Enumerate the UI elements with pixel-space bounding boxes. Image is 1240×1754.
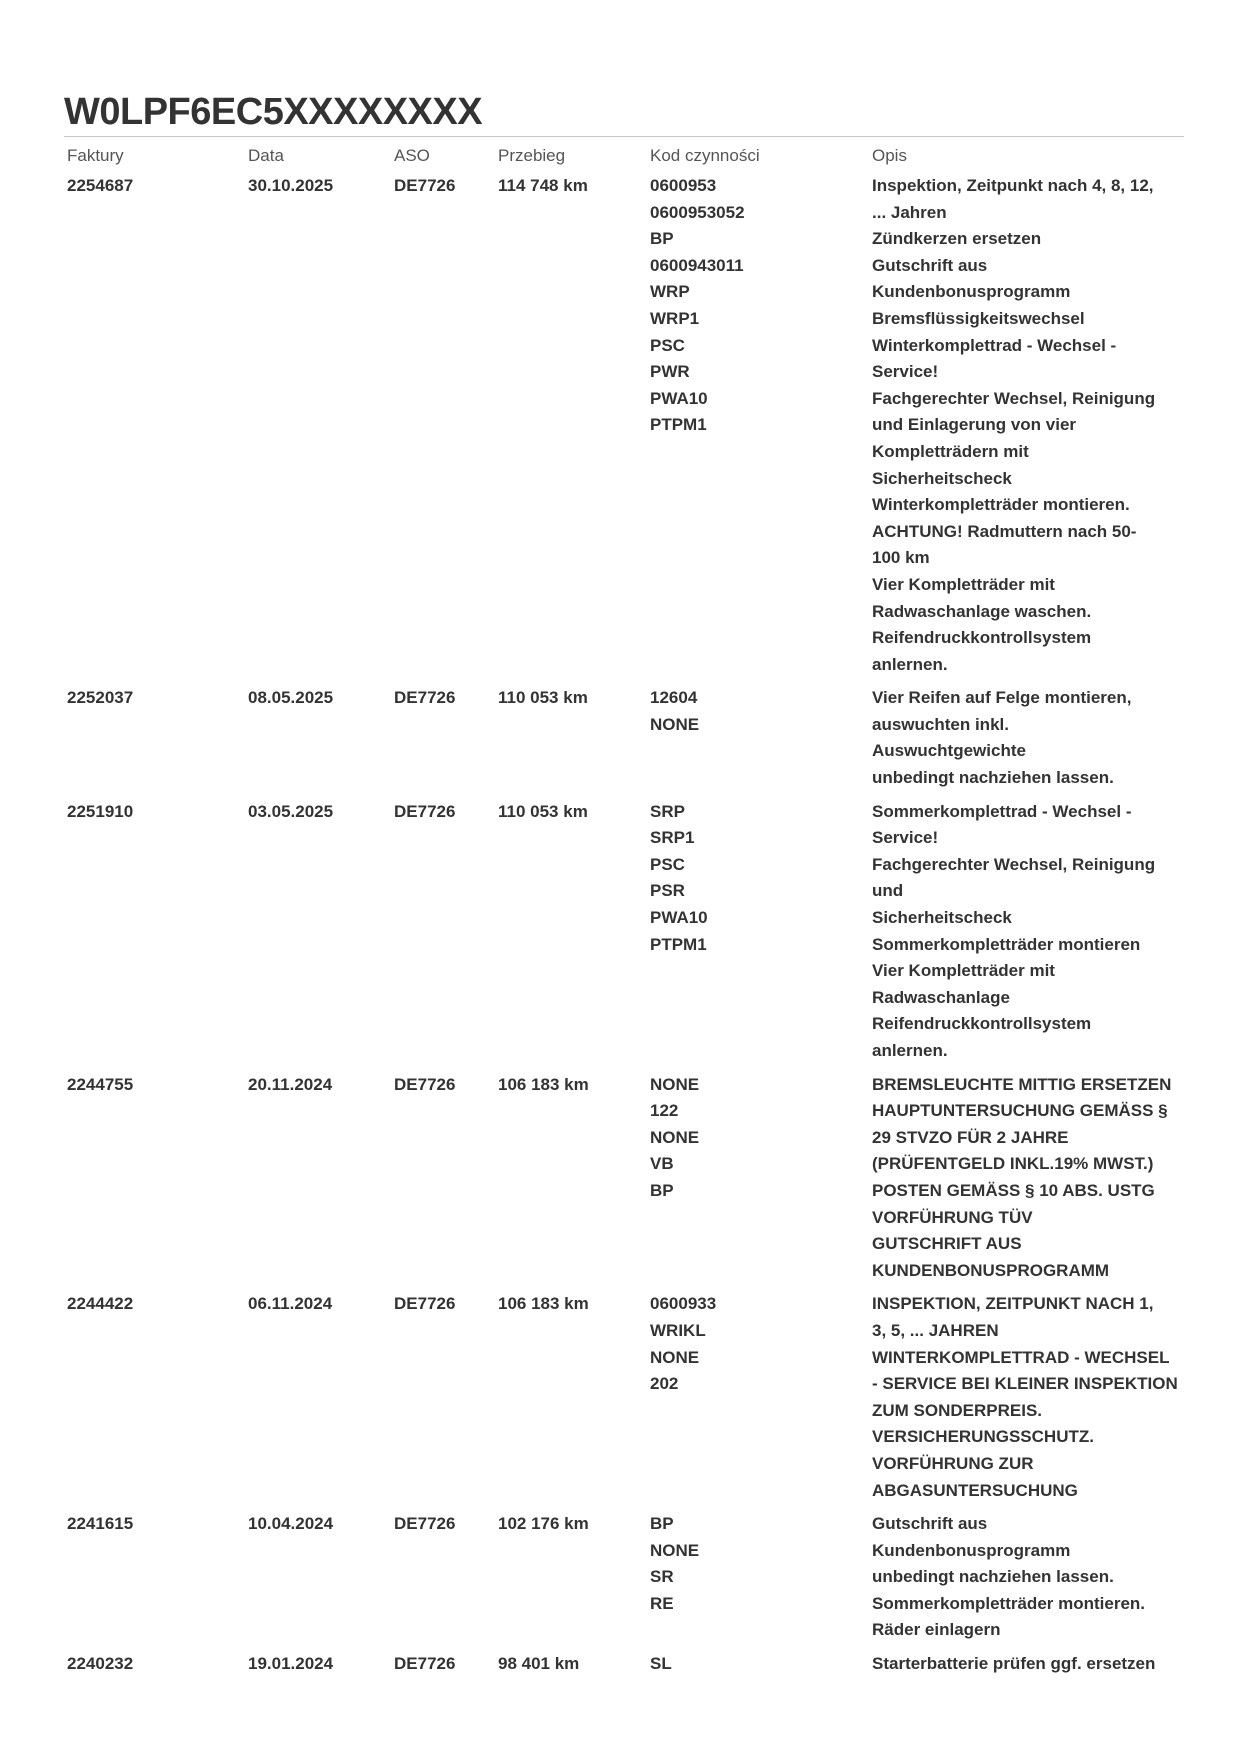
code-line: 202	[650, 1374, 679, 1394]
cell-mileage: 106 183 km	[498, 1294, 589, 1314]
cell-codes	[647, 799, 869, 1072]
code-line: NONE	[650, 1540, 700, 1560]
code-line: WRIKL	[650, 1320, 706, 1340]
cell-mileage: 106 183 km	[498, 1074, 589, 1094]
description-line: anlernen.	[872, 1041, 948, 1060]
description-line: Radwaschanlage	[872, 987, 1010, 1007]
cell-mileage: 102 176 km	[498, 1514, 589, 1534]
cell-date: 03.05.2025	[248, 801, 334, 821]
description-line: Räder einlagern	[872, 1620, 1001, 1640]
description-line: Kundenbonusprogramm	[872, 1540, 1071, 1560]
description-line: unbedingt nachziehen lassen.	[872, 768, 1114, 788]
code-line: BP	[650, 1180, 674, 1200]
description-line: Service!	[872, 828, 939, 848]
description-line: ACHTUNG! Radmuttern nach 50-	[872, 521, 1137, 541]
cell-dealer: DE7726	[394, 1514, 456, 1534]
code-line: PSC	[650, 335, 685, 355]
cell-description	[869, 1651, 1184, 1685]
description-line: INSPEKTION, ZEITPUNKT NACH 1,	[872, 1294, 1154, 1314]
description-line: - SERVICE BEI KLEINER INSPEKTION	[872, 1374, 1178, 1394]
cell-codes	[647, 1511, 869, 1651]
description-line: Reifendruckkontrollsystem	[872, 1014, 1092, 1034]
cell-mileage: 110 053 km	[498, 801, 588, 821]
cell-dealer: DE7726	[394, 801, 456, 821]
code-line: 0600943011	[650, 255, 744, 275]
description-line: Radwaschanlage waschen.	[872, 601, 1092, 621]
cell-date: 19.01.2024	[248, 1654, 334, 1674]
cell-description	[869, 1511, 1184, 1651]
cell-invoice: 2254687	[67, 176, 134, 195]
code-line: PWA10	[650, 908, 708, 928]
cell-description	[869, 1072, 1184, 1292]
code-line: SRP1	[650, 828, 695, 848]
description-line: Fachgerechter Wechsel, Reinigung	[872, 854, 1156, 874]
service-history-table	[64, 141, 1184, 1685]
cell-invoice: 2241615	[67, 1514, 134, 1534]
cell-dealer: DE7726	[394, 176, 456, 195]
code-line: SR	[650, 1567, 674, 1587]
code-line: SL	[650, 1654, 672, 1674]
code-line: RE	[650, 1593, 674, 1613]
description-line: VORFÜHRUNG TÜV	[872, 1207, 1033, 1227]
code-line: 0600933	[650, 1294, 717, 1314]
cell-dealer: DE7726	[394, 1654, 456, 1674]
column-header-invoice: Faktury	[67, 146, 124, 165]
description-line: ABGASUNTERSUCHUNG	[872, 1480, 1078, 1500]
cell-date: 20.11.2024	[248, 1074, 333, 1094]
table-row	[64, 1651, 1184, 1685]
code-line: 0600953	[650, 176, 717, 195]
cell-date: 30.10.2025	[248, 176, 334, 195]
cell-date: 08.05.2025	[248, 688, 334, 708]
cell-codes	[647, 1651, 869, 1685]
table-row	[64, 685, 1184, 798]
cell-mileage: 98 401 km	[498, 1654, 580, 1674]
description-line: und	[872, 881, 904, 901]
table-row	[64, 1072, 1184, 1292]
vin-title: W0LPF6EC5XXXXXXXX	[64, 91, 483, 133]
table-body	[64, 173, 1184, 1685]
cell-mileage: 110 053 km	[498, 688, 588, 708]
code-line: PSC	[650, 854, 685, 874]
table-row	[64, 1291, 1184, 1511]
code-line: PSR	[650, 881, 685, 901]
description-line: Inspektion, Zeitpunkt nach 4, 8, 12,	[872, 176, 1154, 195]
description-line: 3, 5, ... JAHREN	[872, 1320, 999, 1340]
description-line: VORFÜHRUNG ZUR	[872, 1453, 1034, 1473]
code-line: VB	[650, 1154, 674, 1174]
description-line: Zündkerzen ersetzen	[872, 229, 1042, 249]
cell-invoice: 2244755	[67, 1074, 134, 1094]
code-line: WRP1	[650, 308, 700, 328]
description-line: anlernen.	[872, 654, 948, 674]
code-line: NONE	[650, 1074, 700, 1094]
description-line: VERSICHERUNGSSCHUTZ.	[872, 1427, 1094, 1447]
cell-date: 06.11.2024	[248, 1294, 333, 1314]
column-header-dealer: ASO	[394, 146, 430, 165]
description-line: und Einlagerung von vier	[872, 415, 1077, 435]
cell-invoice: 2244422	[67, 1294, 134, 1314]
description-line: Gutschrift aus	[872, 1514, 988, 1534]
column-header-description: Opis	[872, 146, 907, 165]
code-line: BP	[650, 229, 674, 249]
description-line: ZUM SONDERPREIS.	[872, 1400, 1043, 1420]
description-line: Vier Kompletträder mit	[872, 961, 1055, 981]
cell-dealer: DE7726	[394, 688, 456, 708]
description-line: Fachgerechter Wechsel, Reinigung	[872, 388, 1156, 408]
description-line: Service!	[872, 362, 939, 382]
description-line: Vier Reifen auf Felge montieren,	[872, 688, 1132, 708]
description-line: auswuchten inkl.	[872, 714, 1009, 734]
cell-codes	[647, 685, 869, 798]
description-line: Bremsflüssigkeitswechsel	[872, 308, 1085, 328]
description-line: 100 km	[872, 548, 930, 568]
code-line: NONE	[650, 714, 700, 734]
description-line: (PRÜFENTGELD INKL.19% MWST.)	[872, 1154, 1154, 1174]
code-line: NONE	[650, 1347, 700, 1367]
code-line: PTPM1	[650, 415, 707, 435]
description-line: Winterkomplettrad - Wechsel -	[872, 335, 1117, 355]
table-row	[64, 173, 1184, 685]
description-line: Kundenbonusprogramm	[872, 282, 1071, 302]
description-line: Winterkompletträder montieren.	[872, 495, 1130, 515]
column-header-mileage: Przebieg	[498, 146, 566, 165]
description-line: Kompletträdern mit	[872, 441, 1029, 461]
description-line: Auswuchtgewichte	[872, 741, 1026, 761]
cell-date: 10.04.2024	[248, 1514, 334, 1534]
description-line: GUTSCHRIFT AUS	[872, 1234, 1022, 1254]
code-line: SRP	[650, 801, 685, 821]
description-line: Gutschrift aus	[872, 255, 988, 275]
cell-mileage: 114 748 km	[498, 176, 588, 195]
description-line: POSTEN GEMÄSS § 10 ABS. USTG	[872, 1180, 1155, 1200]
cell-codes	[647, 1072, 869, 1292]
code-line: 122	[650, 1101, 679, 1121]
cell-codes	[647, 1291, 869, 1511]
description-line: HAUPTUNTERSUCHUNG GEMÄSS §	[872, 1101, 1168, 1121]
cell-description	[869, 1291, 1184, 1511]
code-line: PWR	[650, 362, 690, 382]
table-header	[64, 141, 1184, 173]
description-line: BREMSLEUCHTE MITTIG ERSETZEN	[872, 1074, 1172, 1094]
code-line: WRP	[650, 282, 690, 302]
cell-invoice: 2240232	[67, 1654, 134, 1674]
description-line: Vier Kompletträder mit	[872, 574, 1055, 594]
table-row	[64, 799, 1184, 1072]
cell-description	[869, 799, 1184, 1072]
column-header-codes: Kod czynności	[650, 146, 760, 165]
title-divider	[64, 136, 1184, 137]
description-line: unbedingt nachziehen lassen.	[872, 1567, 1114, 1587]
code-line: PTPM1	[650, 934, 707, 954]
cell-description	[869, 173, 1184, 685]
code-line: BP	[650, 1514, 674, 1534]
cell-description	[869, 685, 1184, 798]
description-line: 29 STVZO FÜR 2 JAHRE	[872, 1127, 1069, 1147]
code-line: NONE	[650, 1127, 700, 1147]
description-line: Sommerkompletträder montieren.	[872, 1593, 1146, 1613]
description-line: WINTERKOMPLETTRAD - WECHSEL	[872, 1347, 1170, 1367]
code-line: 12604	[650, 688, 698, 708]
description-line: Sommerkompletträder montieren	[872, 934, 1141, 954]
column-header-date: Data	[248, 146, 284, 165]
description-line: Starterbatterie prüfen ggf. ersetzen	[872, 1654, 1156, 1674]
description-line: KUNDENBONUSPROGRAMM	[872, 1260, 1110, 1280]
cell-invoice: 2252037	[67, 688, 134, 708]
description-line: Sicherheitscheck	[872, 468, 1012, 488]
description-line: Sicherheitscheck	[872, 908, 1012, 928]
cell-invoice: 2251910	[67, 801, 134, 821]
cell-dealer: DE7726	[394, 1294, 456, 1314]
code-line: 0600953052	[650, 202, 745, 222]
description-line: ... Jahren	[872, 202, 947, 222]
code-line: PWA10	[650, 388, 708, 408]
cell-dealer: DE7726	[394, 1074, 456, 1094]
description-line: Sommerkomplettrad - Wechsel -	[872, 801, 1132, 821]
table-row	[64, 1511, 1184, 1651]
cell-codes	[647, 173, 869, 685]
header-row	[64, 141, 1184, 173]
description-line: Reifendruckkontrollsystem	[872, 628, 1092, 648]
